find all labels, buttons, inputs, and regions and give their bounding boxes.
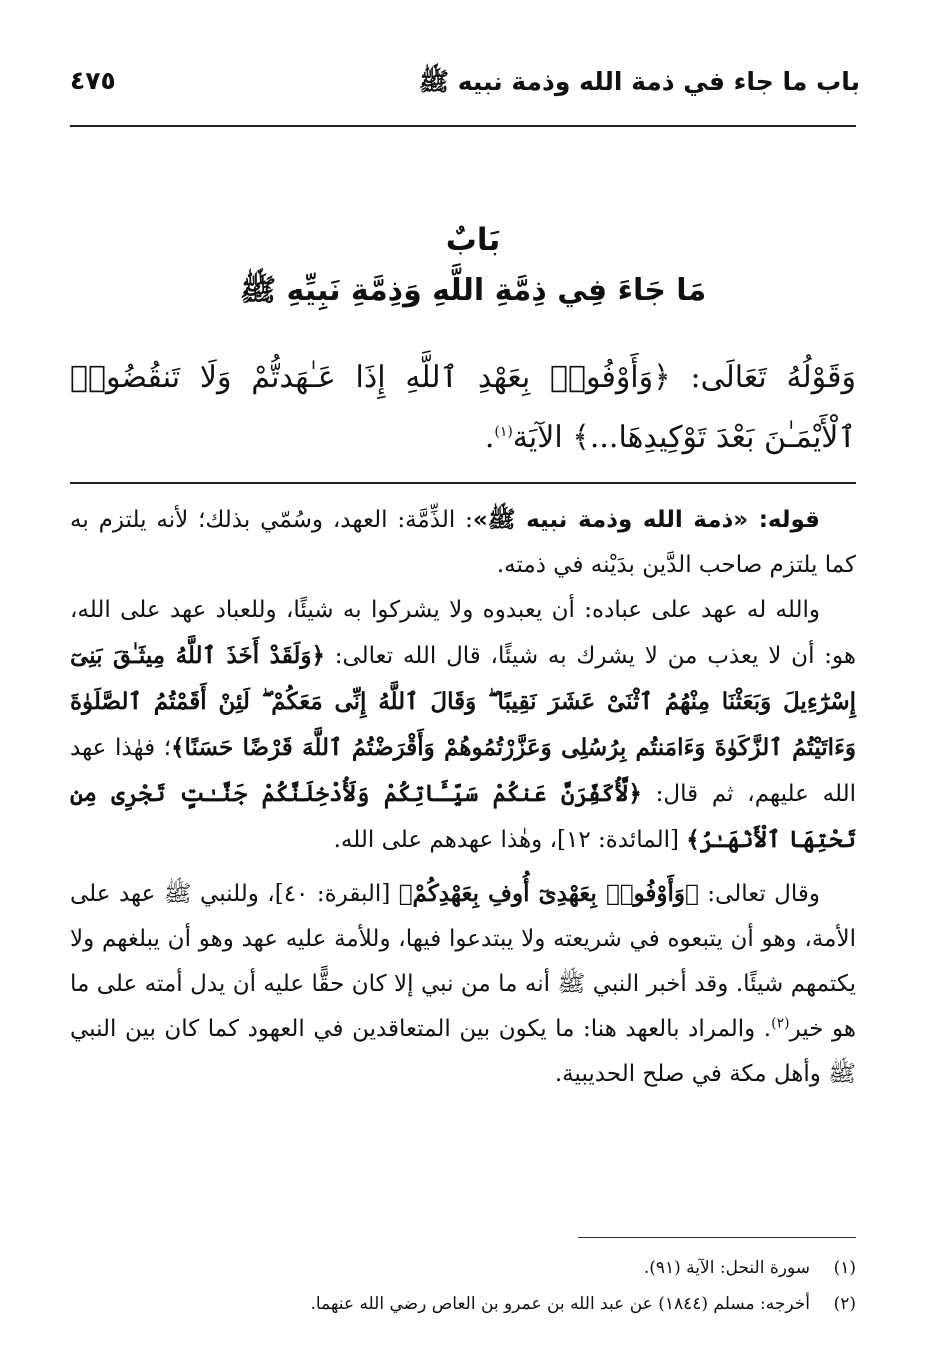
quran-quote: ﴿وَأَوْفُوا۟ بِعَهْدِىٓ أُوفِ بِعَهْدِكُمْ﴾ bbox=[398, 880, 699, 907]
main-verse bbox=[70, 348, 856, 468]
page-number: ٤٧٥ bbox=[70, 66, 116, 95]
footnote-marker: (٢) bbox=[833, 1294, 856, 1314]
commentary-text: وقال تعالى: bbox=[698, 881, 821, 907]
quran-quote: ﴿وَلَقَدْ أَخَذَ ٱللَّهُ مِيثَـٰقَ بَنِىٓ إِسْرَٰٓءِيلَ وَبَعَثْنَا مِنْهُمُ ٱثْنَىْ عَشَرَ نَقِيبًا ۖ وَقَالَ ٱللَّهُ إِنِّى مَعَكُمْ ۖ لَئِنْ أَقَمْتُمُ ٱلصَّلَوٰةَ وَءَاتَيْتُمُ ٱلزَّكَوٰةَ وَءَامَنتُم بِرُسُلِى وَعَزَّرْتُمُوهُمْ وَأَقْرَضْتُمُ ٱللَّهَ قَرْضًا حَسَنًا﴾ bbox=[70, 642, 856, 761]
footnote-1 bbox=[70, 1250, 856, 1286]
commentary bbox=[70, 498, 856, 1097]
section-divider bbox=[70, 482, 856, 484]
quran-quote: ﴿لَّأُكَفِّرَنَّ عَنكُمْ سَيِّـَٔاتِكُمْ وَلَأُدْخِلَنَّكُمْ جَنَّـٰتٍ تَجْرِى مِن تَحْتِهَا ٱلْأَنْهَـٰرُ﴾ bbox=[70, 780, 856, 853]
verse-tail: الآيَة bbox=[512, 420, 573, 455]
footnote-ref-2[interactable]: (٢) bbox=[771, 1015, 790, 1032]
chapter-title: مَا جَاءَ فِي ذِمَّةِ اللَّهِ وَذِمَّةِ نَبِيِّهِ ﷺ bbox=[239, 273, 707, 308]
footnote-ref-1[interactable]: (١) bbox=[494, 424, 513, 440]
verse-end: . bbox=[484, 420, 495, 455]
commentary-paragraph-2 bbox=[70, 588, 856, 863]
footnote-divider bbox=[578, 1237, 856, 1238]
commentary-paragraph-3 bbox=[70, 871, 856, 1097]
running-header-title: باب ما جاء في ذمة الله وذمة نبيه ﷺ bbox=[418, 67, 860, 96]
footnote-2 bbox=[70, 1286, 856, 1322]
header-divider bbox=[70, 125, 856, 127]
verse-intro: وَقَوْلُهُ تَعَالَى: bbox=[670, 360, 856, 395]
commentary-lead: قوله: «ذمة الله وذمة نبيه ﷺ» bbox=[472, 507, 820, 533]
footnote-text: أخرجه: مسلم (١٨٤٤) عن عبد الله بن عمرو بن العاص رضي الله عنهما. bbox=[310, 1294, 810, 1314]
running-header bbox=[70, 58, 860, 108]
footnotes bbox=[70, 1250, 856, 1322]
commentary-paragraph-1 bbox=[70, 498, 856, 588]
verse-quran-text: ﴿وَأَوْفُوا۟ بِعَهْدِ ٱللَّهِ إِذَا عَـٰهَدتُّمْ وَلَا تَنقُضُوا۟ ٱلْأَيْمَـٰنَ بَعْدَ تَوْكِيدِهَا...﴾ bbox=[70, 360, 856, 455]
chapter-label: بَابٌ bbox=[445, 222, 501, 258]
commentary-text: . والمراد بالعهد هنا: ما يكون بين المتعاقدين في العهود كما كان بين النبي ﷺ وأهل مكة في صلح الحديبية. bbox=[70, 1016, 856, 1087]
commentary-text: [المائدة: ١٢]، وهٰذا عهدهم على الله. bbox=[333, 827, 687, 853]
commentary-text: : الذِّمَّة: العهد، وسُمّي بذلك؛ لأنه يلتزم به كما يلتزم صاحب الدَّين بدَيْنه في ذمته. bbox=[70, 507, 856, 578]
commentary-text: ؛ فهٰذا عهد الله عليهم، ثم قال: bbox=[70, 735, 856, 807]
footnote-text: سورة النحل: الآية (٩١). bbox=[643, 1258, 810, 1278]
commentary-text: والله له عهد على عباده: أن يعبدوه ولا يشركوا به شيئًا، وللعباد عهد على الله، هو: أن لا يعذب من لا يشرك به شيئًا، قال الله تعالى: bbox=[70, 597, 856, 669]
footnote-marker: (١) bbox=[833, 1258, 856, 1278]
commentary-text: [البقرة: ٤٠]، وللنبي ﷺ عهد على الأمة، وهو أن يتبعوه في شريعته ولا يبتدعوا فيها، وللأمة عليه عهد وهو أن يبلغهم ولا يكتمهم شيئًا. وقد أخبر النبي ﷺ أنه ما من نبي إلا كان حقًّا عليه أن يدل أمته على ما هو خير bbox=[70, 881, 856, 1042]
